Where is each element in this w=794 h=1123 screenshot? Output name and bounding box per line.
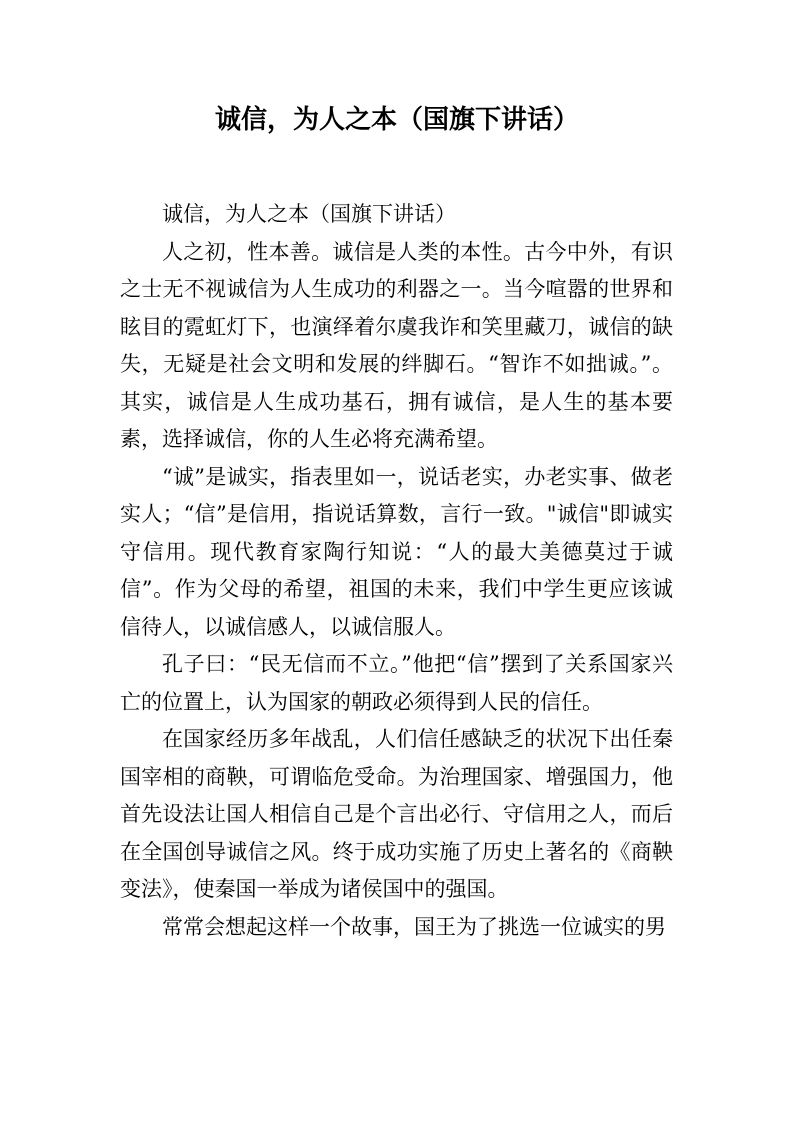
paragraph-2: “诚”是诚实，指表里如一，说话老实，办老实事、做老实人；“信”是信用，指说话算数，言行一致。"诚信"即诚实守信用。现代教育家陶行知说：“人的最大美德莫过于诚信”。作为父母的希望，祖国的未来，我们中学生更应该诚信待人，以诚信感人，以诚信服人。 — [120, 464, 673, 639]
paragraph-4: 在国家经历多年战乱，人们信任感缺乏的状况下出任秦国宰相的商鞅，可谓临危受命。为治理国家、增强国力，他首先设法让国人相信自己是个言出必行、守信用之人，而后在全国创导诚信之风。终于成功实施了历史上著名的《商鞅变法》，使秦国一举成为诸侯国中的强国。 — [120, 727, 673, 901]
paragraph-1: 人之初，性本善。诚信是人类的本性。古今中外，有识之士无不视诚信为人生成功的利器之一。当今喧嚣的世界和眩目的霓虹灯下，也演绎着尔虞我诈和笑里藏刀，诚信的缺失，无疑是社会文明和发展的绊脚石。“智诈不如拙诚。”。其实，诚信是人生成功基石，拥有诚信，是人生的基本要素，选择诚信，你的人生必将充满希望。 — [120, 239, 673, 451]
paragraph-3: 孔子曰：“民无信而不立。”他把“信”摆到了关系国家兴亡的位置上，认为国家的朝政必须得到人民的信任。 — [120, 652, 673, 714]
document-body — [120, 196, 673, 946]
paragraph-5: 常常会想起这样一个故事，国王为了挑选一位诚实的男 — [162, 914, 666, 939]
page-title: 诚信，为人之本（国旗下讲话） — [214, 105, 579, 135]
paragraph-subtitle: 诚信，为人之本（国旗下讲话） — [162, 202, 456, 226]
